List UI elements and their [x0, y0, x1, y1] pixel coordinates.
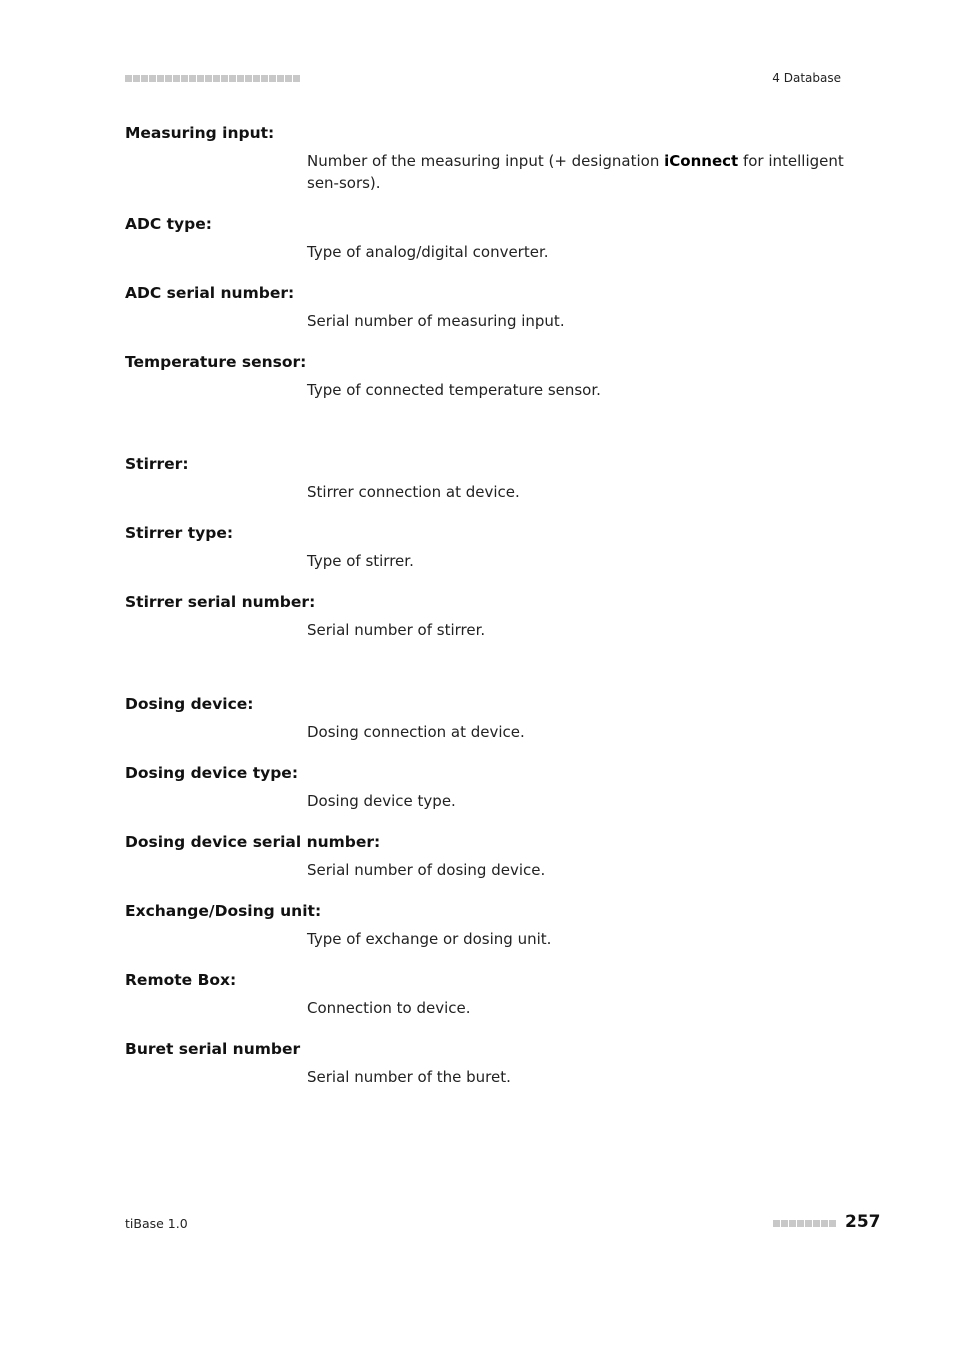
term-remote-box: Remote Box:: [125, 971, 237, 989]
term-stirrer-type: Stirrer type:: [125, 524, 234, 542]
desc-stirrer-serial-number: Serial number of stirrer.: [307, 621, 486, 639]
desc-stirrer: Stirrer connection at device.: [307, 483, 520, 501]
desc-dosing-device: Dosing connection at device.: [307, 723, 525, 741]
term-dosing-device: Dosing device:: [125, 695, 254, 713]
desc-measuring-input: [307, 150, 847, 194]
header-section-title: 4 Database: [772, 71, 841, 85]
term-exchange-dosing-unit: Exchange/Dosing unit:: [125, 902, 322, 920]
desc-adc-type: Type of analog/digital converter.: [307, 243, 549, 261]
desc-text-post: for intelligent sen-sors).: [307, 152, 844, 192]
desc-remote-box: Connection to device.: [307, 999, 471, 1017]
term-dosing-device-type: Dosing device type:: [125, 764, 299, 782]
desc-text-bold: iConnect: [664, 152, 739, 170]
desc-buret-serial-number: Serial number of the buret.: [307, 1068, 511, 1086]
term-adc-type: ADC type:: [125, 215, 212, 233]
term-stirrer: Stirrer:: [125, 455, 189, 473]
term-adc-serial-number: ADC serial number:: [125, 284, 295, 302]
term-measuring-input: Measuring input:: [125, 124, 275, 142]
desc-dosing-device-serial-number: Serial number of dosing device.: [307, 861, 546, 879]
term-dosing-device-serial-number: Dosing device serial number:: [125, 833, 381, 851]
desc-text-pre: Number of the measuring input (+ designation: [307, 152, 665, 170]
term-buret-serial-number: Buret serial number: [125, 1040, 301, 1058]
header-decoration: [125, 75, 300, 82]
desc-adc-serial-number: Serial number of measuring input.: [307, 312, 565, 330]
desc-dosing-device-type: Dosing device type.: [307, 792, 456, 810]
desc-stirrer-type: Type of stirrer.: [307, 552, 414, 570]
desc-temperature-sensor: Type of connected temperature sensor.: [307, 381, 601, 399]
footer-decoration: [773, 1220, 836, 1227]
desc-exchange-dosing-unit: Type of exchange or dosing unit.: [307, 930, 552, 948]
term-temperature-sensor: Temperature sensor:: [125, 353, 307, 371]
term-stirrer-serial-number: Stirrer serial number:: [125, 593, 316, 611]
footer-product: tiBase 1.0: [125, 1216, 188, 1231]
page-number: 257: [845, 1212, 881, 1232]
